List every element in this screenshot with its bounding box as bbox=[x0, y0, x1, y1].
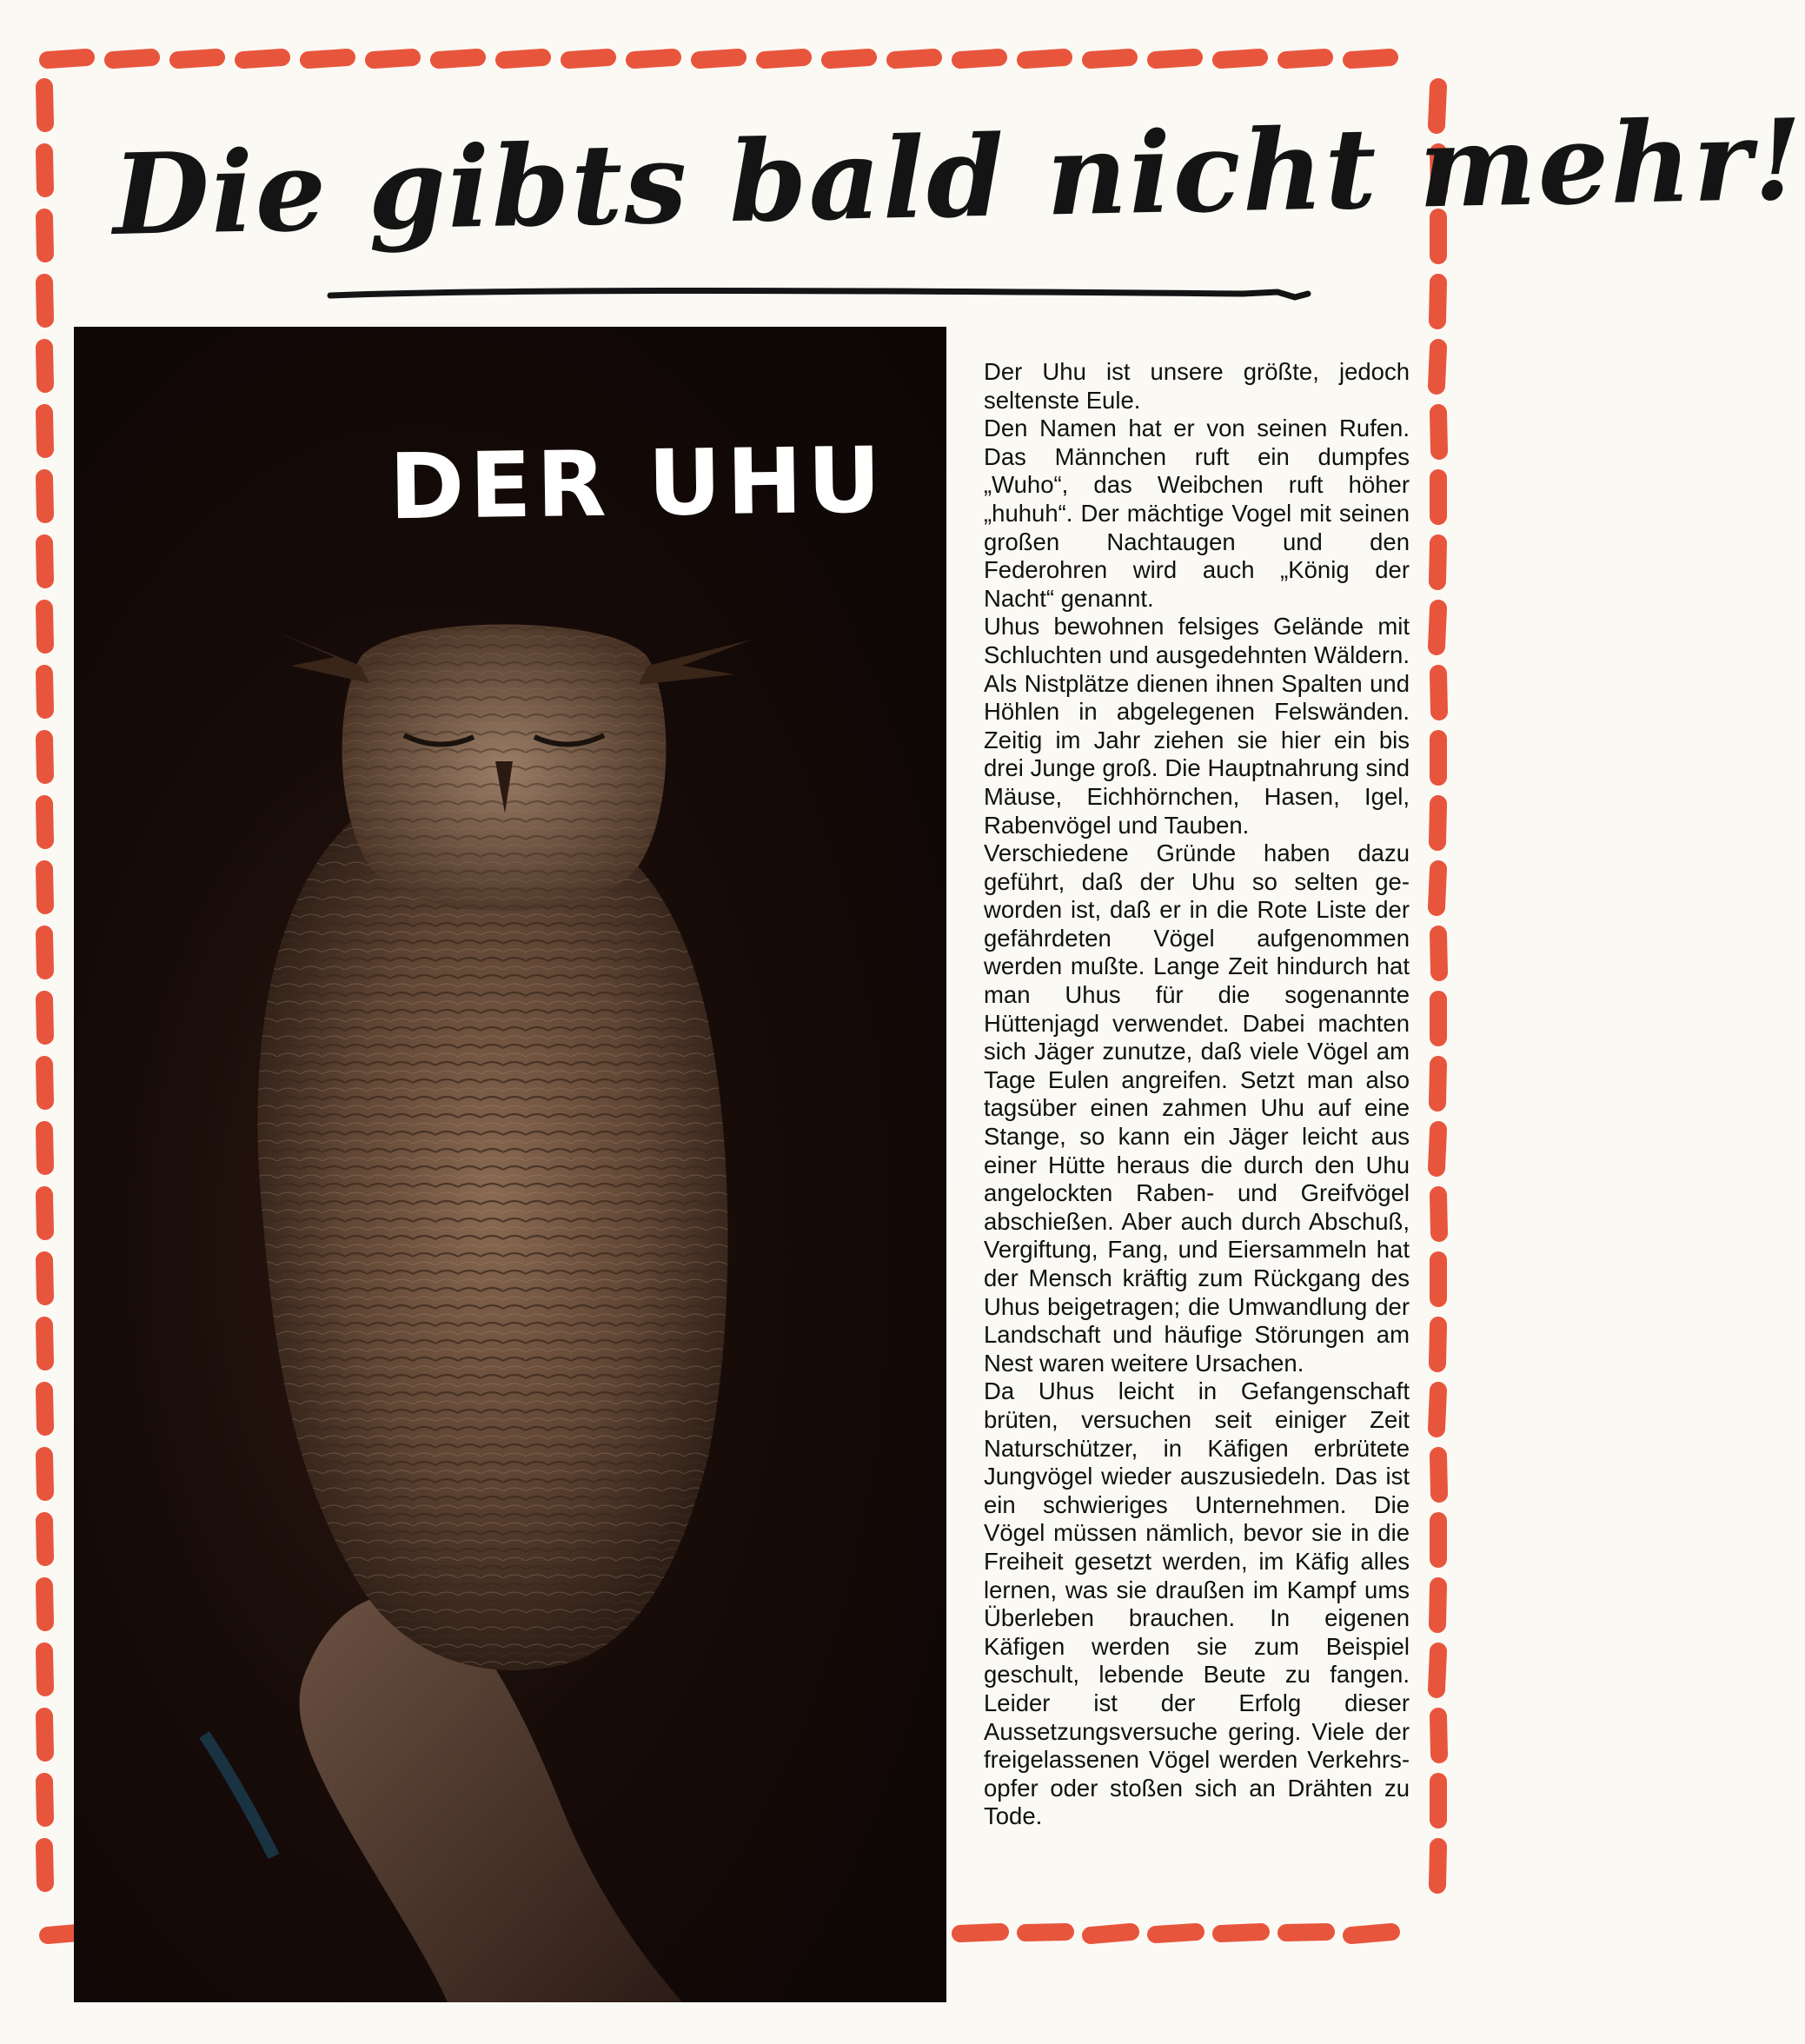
border-dash bbox=[44, 1130, 45, 1166]
border-dash bbox=[1437, 348, 1438, 386]
border-dash bbox=[439, 57, 477, 60]
border-dash bbox=[44, 1716, 45, 1753]
border-dash bbox=[113, 57, 151, 60]
article-paragraph: Den Namen hat er von seinen Rufen. Das Männchen ruft ein dumpfes „Wuho“, das Weibchen ruft höher „huhuh“. Der mächtige Vogel mit seinen großen Nachtaugen und den Federohren wird auch „König der Nacht“ genannt. bbox=[984, 415, 1410, 612]
border-dash bbox=[44, 543, 45, 580]
border-dash bbox=[1286, 1932, 1326, 1933]
border-dash bbox=[1437, 543, 1438, 581]
headline-text: Die gibts bald nicht mehr! bbox=[111, 95, 1805, 261]
border-dash bbox=[1437, 1390, 1438, 1429]
article-text bbox=[984, 358, 1410, 1831]
border-dash bbox=[1025, 57, 1064, 60]
border-dash bbox=[44, 934, 45, 971]
border-dash bbox=[44, 1847, 45, 1883]
photo-caption: DER UHU bbox=[388, 427, 887, 541]
border-dash bbox=[700, 57, 738, 60]
border-dash bbox=[44, 804, 45, 840]
border-dash bbox=[1438, 1716, 1439, 1755]
border-dash bbox=[44, 1260, 45, 1297]
border-dash bbox=[960, 1932, 1000, 1934]
border-dash bbox=[1091, 57, 1129, 60]
border-dash bbox=[44, 1390, 45, 1427]
border-dash bbox=[1437, 282, 1438, 321]
border-dash bbox=[44, 1651, 45, 1688]
border-dash bbox=[634, 57, 673, 60]
headline-underline bbox=[330, 285, 1312, 302]
border-dash bbox=[44, 1456, 45, 1492]
border-dash bbox=[1351, 57, 1390, 60]
border-dash bbox=[1438, 934, 1439, 972]
border-dash bbox=[569, 57, 607, 60]
border-dash bbox=[1351, 1932, 1391, 1935]
border-dash bbox=[374, 57, 412, 60]
border-dash bbox=[44, 217, 45, 254]
owl-photo bbox=[74, 327, 946, 2002]
border-dash bbox=[895, 57, 933, 60]
border-dash bbox=[504, 57, 542, 60]
border-dash bbox=[1025, 1932, 1065, 1933]
border-dash bbox=[44, 1325, 45, 1362]
border-dash bbox=[44, 999, 45, 1036]
border-dash bbox=[1437, 1586, 1438, 1624]
article-paragraph: Verschiedene Gründe haben dazu geführt, daß der Uhu so selten geworden ist, daß er in die Rote Liste der gefährdeten Vögel aufgenommen werden mußte. Lange Zeit hindurch hat man Uhus für die sogenannte Hüttenjagd verwendet. Dabei machten sich Jäger zunutze, daß viele Vögel am Tage Eulen angreifen. Setzt man also tagsüber einen zahmen Uhu auf eine Stange, so kann ein Jäger leicht aus einer Hütte heraus die durch den Uhu angelockten Raben- und Greifvögel abschießen. Aber auch durch Abschuß, Vergiftung, Fang, und Eiersammeln hat der Mensch kräftig zum Rückgang des Uhus beigetragen; die Umwandlung der Landschaft und häufige Störungen am Nest waren weitere Ursachen. bbox=[984, 840, 1410, 1377]
border-dash bbox=[44, 674, 45, 710]
border-dash bbox=[1221, 1932, 1261, 1934]
border-dash bbox=[1156, 1932, 1196, 1934]
eagle-owl-illustration bbox=[74, 327, 946, 2002]
border-dash bbox=[1437, 1065, 1438, 1103]
border-dash bbox=[1156, 57, 1194, 60]
headline bbox=[96, 95, 1805, 328]
border-dash bbox=[44, 739, 45, 775]
border-dash bbox=[44, 1195, 45, 1231]
border-dash bbox=[1438, 1195, 1439, 1233]
border-dash bbox=[1437, 1130, 1438, 1168]
border-dash bbox=[44, 152, 45, 189]
border-dash bbox=[1437, 869, 1438, 907]
border-dash bbox=[1091, 1932, 1131, 1935]
border-dash bbox=[44, 87, 45, 123]
border-dash bbox=[960, 57, 999, 60]
border-dash bbox=[1437, 804, 1438, 842]
border-dash bbox=[44, 869, 45, 906]
border-dash bbox=[44, 1065, 45, 1101]
border-dash bbox=[44, 413, 45, 449]
border-dash bbox=[243, 57, 282, 60]
border-dash bbox=[1437, 1651, 1438, 1689]
border-dash bbox=[48, 57, 86, 60]
border-dash bbox=[44, 1586, 45, 1623]
border-dash bbox=[1437, 1847, 1438, 1885]
border-dash bbox=[44, 1782, 45, 1818]
border-dash bbox=[178, 57, 216, 60]
border-dash bbox=[44, 608, 45, 645]
article-paragraph: Der Uhu ist unsere größte, jedoch seltenste Eule. bbox=[984, 358, 1410, 414]
article-paragraph: Da Uhus leicht in Gefangenschaft brüten, versuchen seit einiger Zeit Naturschützer, in Käfigen erbrütete Jungvögel wieder auszusiedeln. Das ist ein schwieriges Unternehmen. Die Vögel müssen nämlich, bevor sie in die Freiheit gesetzt werden, im Käfig alles lernen, was sie draußen im Kampf ums Überleben brauchen. In eigenen Käfigen werden sie zum Beispiel geschult, lebende Beute zu fangen. Leider ist der Erfolg dieser Aussetzungsversuche gering. Viele der freigelassenen Vögel werden Verkehrsopfer oder stoßen sich an Drähten zu Tode. bbox=[984, 1377, 1410, 1830]
border-dash bbox=[44, 348, 45, 384]
border-dash bbox=[830, 57, 868, 60]
border-dash bbox=[1438, 413, 1439, 451]
border-dash bbox=[1438, 674, 1439, 712]
border-dash bbox=[1438, 1456, 1439, 1494]
border-dash bbox=[1437, 608, 1438, 647]
border-dash bbox=[44, 478, 45, 514]
border-dash bbox=[44, 282, 45, 319]
article-paragraph: Uhus bewohnen felsiges Gelände mit Schluchten und ausgedehnten Wäldern. Als Nistplätze dienen ihnen Spalten und Höhlen in abgelegenen Felswänden. Zeitig im Jahr ziehen sie hier ein bis drei Junge groß. Die Hauptnahrung sind Mäuse, Eichhörnchen, Hasen, Igel, Rabenvögel und Tauben. bbox=[984, 613, 1410, 839]
border-dash bbox=[1286, 57, 1324, 60]
border-dash bbox=[44, 1521, 45, 1557]
border-dash bbox=[1221, 57, 1259, 60]
border-dash bbox=[1437, 1325, 1438, 1364]
border-dash bbox=[765, 57, 803, 60]
border-dash bbox=[309, 57, 347, 60]
